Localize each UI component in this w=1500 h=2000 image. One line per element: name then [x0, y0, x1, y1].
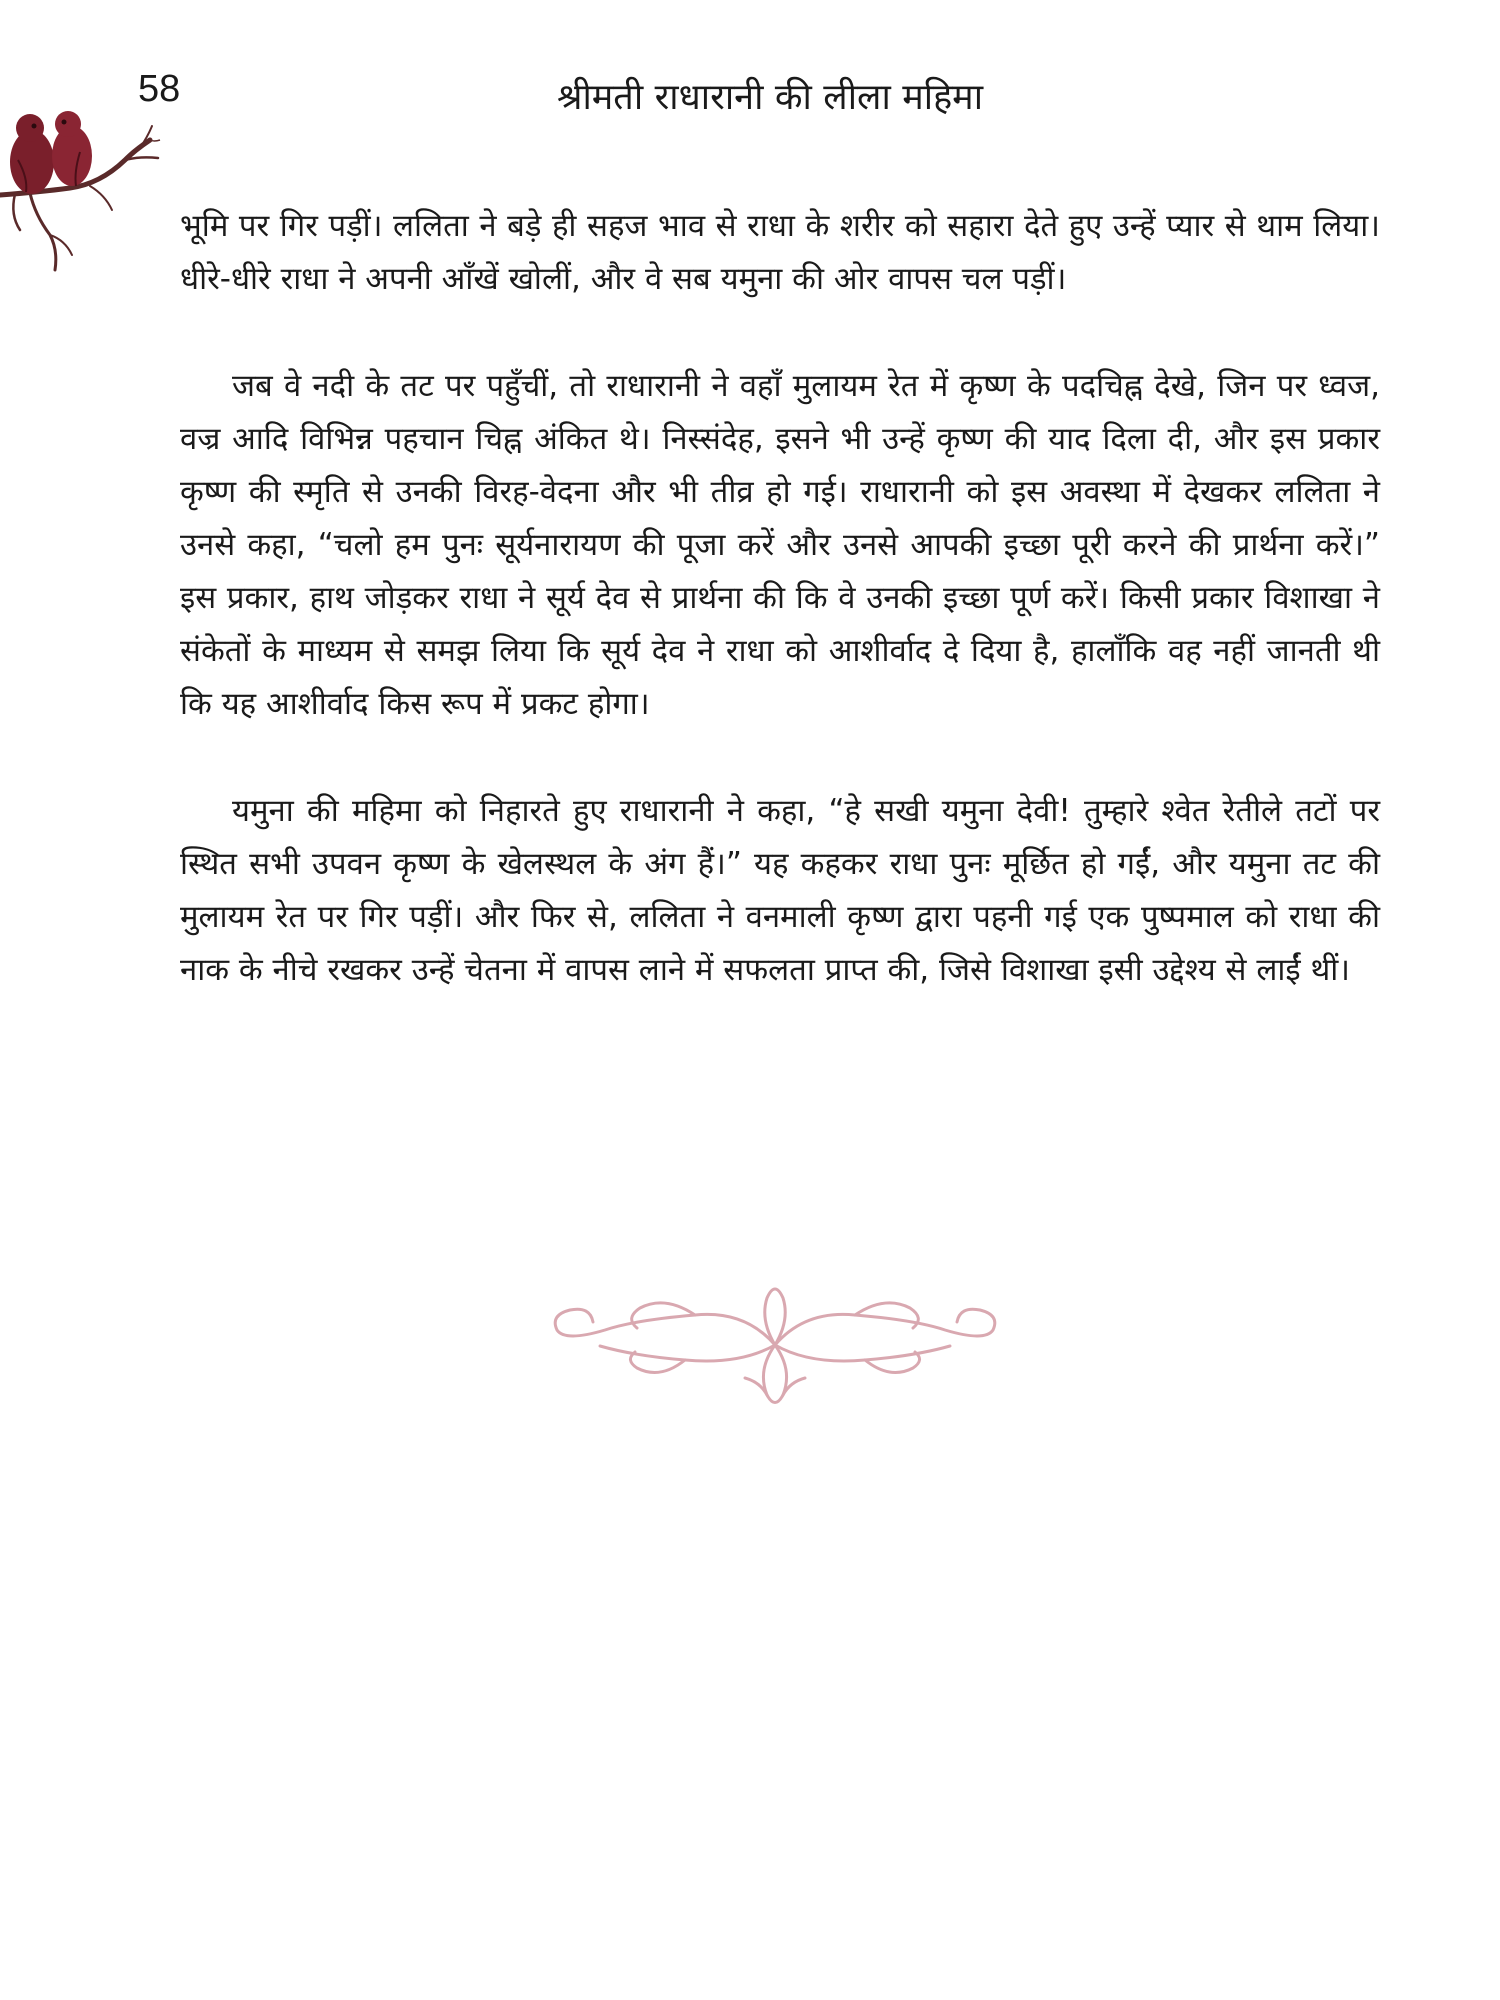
running-header: श्रीमती राधारानी की लीला महिमा	[556, 77, 984, 118]
body-text	[180, 200, 1380, 1051]
paragraph-2: जब वे नदी के तट पर पहुँचीं, तो राधारानी ने वहाँ मुलायम रेत में कृष्ण के पदचिह्न देखे, जिन पर ध्वज, वज्र आदि विभिन्न पहचान चिह्न अंकित थे। निस्संदेह, इसने भी उन्हें कृष्ण की याद दिला दी, और इस प्रकार कृष्ण की स्मृति से उनकी विरह-वेदना और भी तीव्र हो गई। राधारानी को इस अवस्था में देखकर ललिता ने उनसे कहा, “चलो हम पुनः सूर्यनारायण की पूजा करें और उनसे आपकी इच्छा पूरी करने की प्रार्थना करें।” इस प्रकार, हाथ जोड़कर राधा ने सूर्य देव से प्रार्थना की कि वे उनकी इच्छा पूर्ण करें। किसी प्रकार विशाखा ने संकेतों के माध्यम से समझ लिया कि सूर्य देव ने राधा को आशीर्वाद दे दिया है, हालाँकि वह नहीं जानती थी कि यह आशीर्वाद किस रूप में प्रकट होगा।	[180, 368, 1380, 722]
page-number: 58	[138, 68, 181, 110]
paragraph-3: यमुना की महिमा को निहारते हुए राधारानी ने कहा, “हे सखी यमुना देवी! तुम्हारे श्वेत रेतीले तटों पर स्थित सभी उपवन कृष्ण के खेलस्थल के अंग हैं।” यह कहकर राधा पुनः मूर्छित हो गईं, और यमुना तट की मुलायम रेत पर गिर पड़ीं। और फिर से, ललिता ने वनमाली कृष्ण द्वारा पहनी गई एक पुष्पमाल को राधा की नाक के नीचे रखकर उन्हें चेतना में वापस लाने में सफलता प्राप्त की, जिसे विशाखा इसी उद्देश्य से लाईं थीं।	[180, 793, 1380, 988]
birds-on-branch-icon	[0, 100, 165, 290]
paragraph-1: भूमि पर गिर पड़ीं। ललिता ने बड़े ही सहज भाव से राधा के शरीर को सहारा देते हुए उन्हें प्यार से थाम लिया। धीरे-धीरे राधा ने अपनी आँखें खोलीं, और वे सब यमुना की ओर वापस चल पड़ीं।	[180, 208, 1380, 297]
scroll-flourish-icon	[545, 1270, 1005, 1420]
